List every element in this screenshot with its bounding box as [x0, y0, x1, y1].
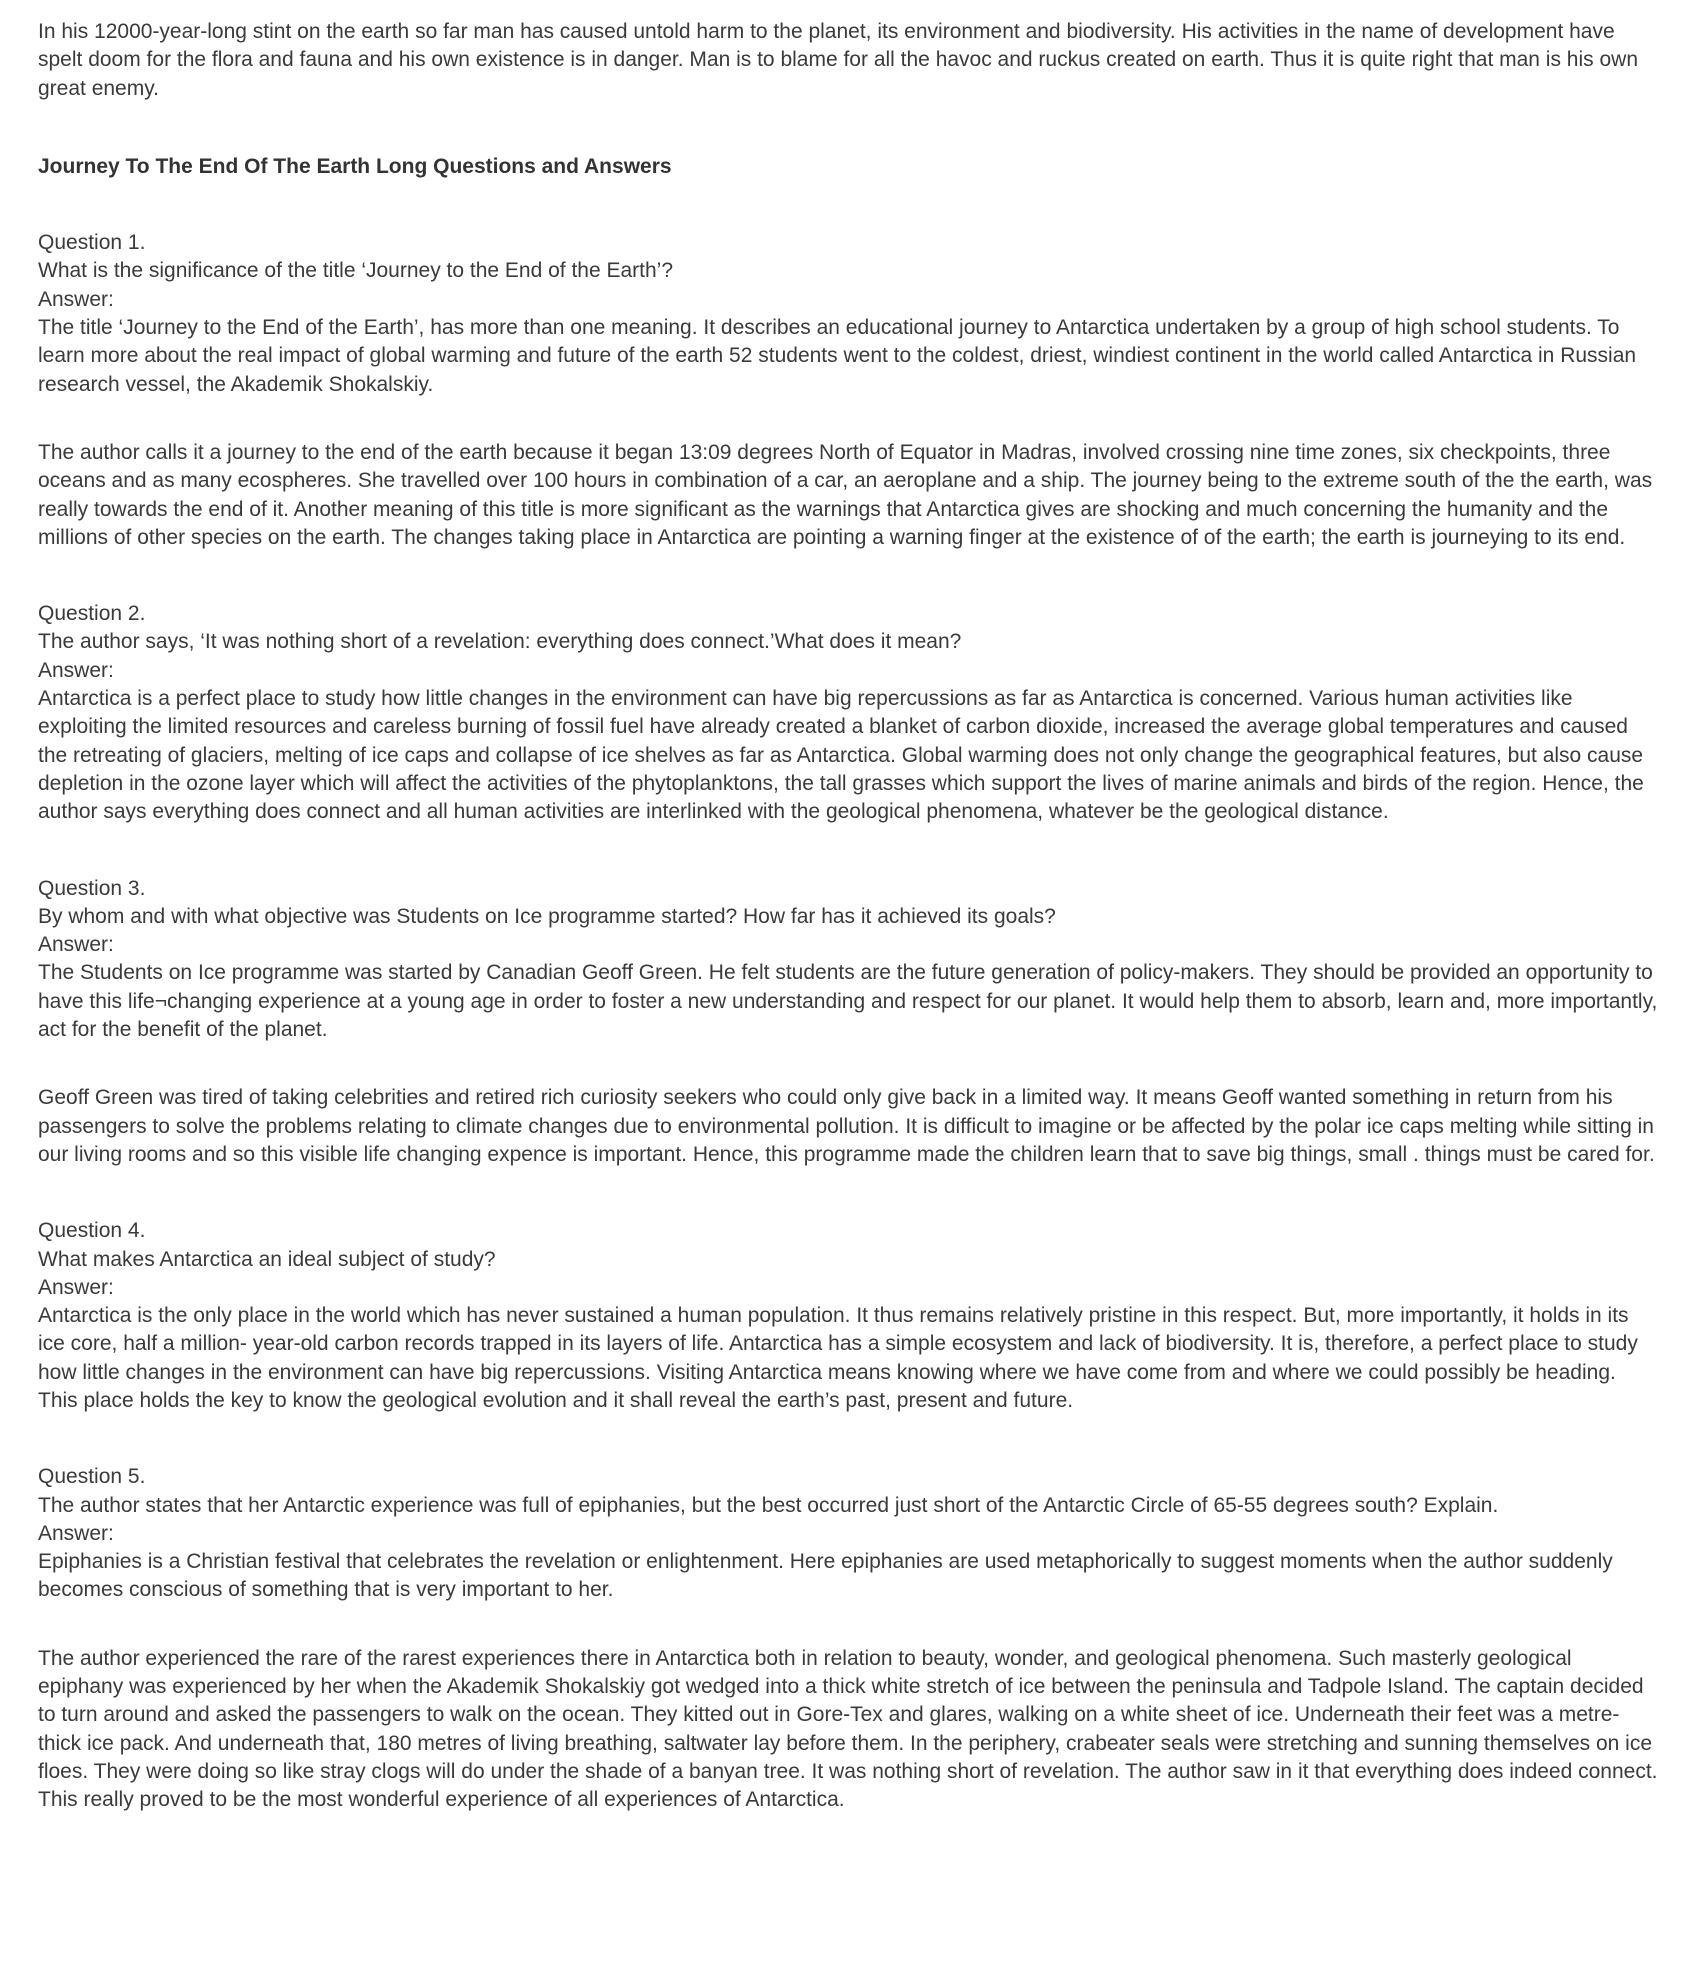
question-1-text: What is the significance of the title ‘Journey to the End of the Earth’?	[38, 259, 674, 283]
qa-block-4	[38, 1217, 1658, 1415]
question-2-text: The author says, ‘It was nothing short of a revelation: everything does connect.’What does it mean?	[38, 630, 962, 654]
answer-5-paragraph-2: The author experienced the rare of the rarest experiences there in Antarctica both in relation to beauty, wonder, and geological phenomena. Such masterly geological epiphany was experienced by her when the Akademik Shokalskiy got wedged into a thick white stretch of ice between the peninsula and Tadpole Island. The captain decided to turn around and asked the passengers to walk on the ocean. They kitted out in Gore-Tex and glares, walking on a white sheet of ice. Underneath their feet was a metre-thick ice pack. And underneath that, 180 metres of living breathing, saltwater lay before them. In the periphery, crabeater seals were stretching and sunning themselves on ice floes. They were doing so like stray clogs will do under the shade of a banyan tree. It was nothing short of revelation. The author saw in it that everything does indeed connect. This really proved to be the most wonderful experience of all experiences of Antarctica.	[38, 1646, 1658, 1812]
answer-3-paragraph-1: The Students on Ice programme was started by Canadian Geoff Green. He felt students are the future generation of policy-makers. They should be provided an opportunity to have this life¬changing experience at a young age in order to foster a new understanding and respect for our planet. It would help them to absorb, learn and, more importantly, act for the benefit of the planet.	[38, 961, 1658, 1042]
question-5-text: The author states that her Antarctic experience was full of epiphanies, but the best occurred just short of the Antarctic Circle of 65-55 degrees south? Explain.	[38, 1493, 1499, 1517]
answer-5-paragraph-1: Epiphanies is a Christian festival that celebrates the revelation or enlightenment. Here epiphanies are used metaphorically to suggest moments when the author suddenly becomes conscious of something that is very important to her.	[38, 1550, 1613, 1602]
question-2-label: Question 2.	[38, 602, 146, 626]
intro-paragraph: In his 12000-year-long stint on the earth so far man has caused untold harm to the planet, its environment and biodiversity. His activities in the name of development have spelt doom for the flora and fauna and his own existence is in danger. Man is to blame for all the havoc and ruckus created on earth. Thus it is quite right that man is his own great enemy.	[38, 20, 1639, 100]
qa-block-2	[38, 600, 1658, 826]
question-4-label: Question 4.	[38, 1219, 146, 1243]
question-4-text: What makes Antarctica an ideal subject of study?	[38, 1247, 496, 1271]
question-1-label: Question 1.	[38, 231, 146, 255]
answer-2-label: Answer:	[38, 658, 114, 682]
page-title: Journey To The End Of The Earth Long Questions and Answers	[38, 154, 672, 178]
answer-2-paragraph-1: Antarctica is a perfect place to study how little changes in the environment can have big repercussions as far as Antarctica is concerned. Various human activities like exploiting the limited resources and careless burning of fossil fuel have already created a blanket of carbon dioxide, increased the average global temperatures and caused the retreating of glaciers, melting of ice caps and collapse of ice shelves as far as Antarctica. Global warming does not only change the geographical features, but also cause depletion in the ozone layer which will affect the activities of the phytoplanktons, the tall grasses which support the lives of marine animals and birds of the region. Hence, the author says everything does connect and all human activities are interlinked with the geological phenomena, whatever be the geological distance.	[38, 687, 1644, 824]
question-3-label: Question 3.	[38, 876, 146, 900]
answer-4-paragraph-1: Antarctica is the only place in the world which has never sustained a human population. It thus remains relatively pristine in this respect. But, more importantly, it holds in its ice core, half a million- year-old carbon records trapped in its layers of life. Antarctica has a simple ecosystem and lack of biodiversity. It is, therefore, a perfect place to study how little changes in the environment can have big repercussions. Visiting Antarctica means knowing where we have come from and where we could possibly be heading. This place holds the key to know the geological evolution and it shall reveal the earth’s past, present and future.	[38, 1304, 1638, 1412]
answer-5-label: Answer:	[38, 1521, 114, 1545]
answer-1-label: Answer:	[38, 287, 114, 311]
answer-1-paragraph-1: The title ‘Journey to the End of the Earth’, has more than one meaning. It describes an educational journey to Antarctica undertaken by a group of high school students. To learn more about the real impact of global warming and future of the earth 52 students went to the coldest, driest, windiest continent in the world called Antarctica in Russian research vessel, the Akademik Shokalskiy.	[38, 316, 1637, 396]
question-5-label: Question 5.	[38, 1465, 146, 1489]
answer-3-paragraph-2: Geoff Green was tired of taking celebrities and retired rich curiosity seekers who could only give back in a limited way. It means Geoff wanted something in return from his passengers to solve the problems relating to climate changes due to environmental pollution. It is difficult to imagine or be affected by the polar ice caps melting while sitting in our living rooms and so this visible life changing expence is important. Hence, this programme made the children learn that to save big things, small . things must be cared for.	[38, 1086, 1655, 1166]
question-3-text: By whom and with what objective was Students on Ice programme started? How far has it achieved its goals?	[38, 904, 1056, 928]
answer-1-paragraph-2: The author calls it a journey to the end of the earth because it began 13:09 degrees North of Equator in Madras, involved crossing nine time zones, six checkpoints, three oceans and as many ecospheres. She travelled over 100 hours in combination of a car, an aeroplane and a ship. The journey being to the extreme south of the the earth, was really towards the end of it. Another meaning of this title is more significant as the warnings that Antarctica gives are shocking and much concerning the humanity and the millions of other species on the earth. The changes taking place in Antarctica are pointing a warning finger at the existence of of the earth; the earth is journeying to its end.	[38, 440, 1653, 549]
answer-3-label: Answer:	[38, 933, 114, 957]
answer-4-label: Answer:	[38, 1275, 114, 1299]
qa-block-1	[38, 229, 1658, 399]
qa-block-3	[38, 875, 1658, 1045]
qa-block-5	[38, 1463, 1658, 1604]
